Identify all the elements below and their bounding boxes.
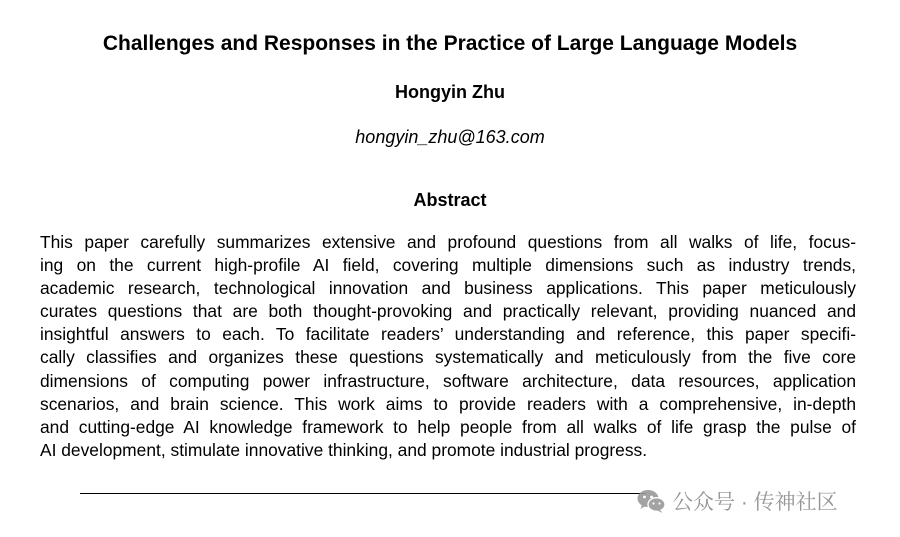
abstract-line: AI development, stimulate innovative thinking, and promote industrial progress. (40, 439, 648, 460)
abstract-line: dimensions of computing power infrastructure, software architecture, data resources, application (40, 370, 856, 391)
abstract-body (40, 231, 856, 462)
wechat-icon (636, 488, 666, 514)
author-email: hongyin_zhu@163.com (355, 127, 545, 147)
footnote-rule (80, 493, 646, 494)
paper-title: Challenges and Responses in the Practice of Large Language Models (102, 32, 798, 55)
abstract-line: academic research, technological innovation and business applications. This paper meticulously (40, 278, 856, 299)
abstract-line: curates questions that are both thought-provoking and practically relevant, providing nuanced and (40, 301, 856, 322)
abstract-line: and cutting-edge AI knowledge framework to help people from all walks of life grasp the pulse of (40, 416, 856, 437)
abstract-line: ing on the current high-profile AI field, covering multiple dimensions such as industry trends, (40, 255, 856, 276)
watermark-text: 公众号 · 传神社区 (672, 491, 838, 514)
abstract-line: insightful answers to each. To facilitate readers’ understanding and reference, this paper specifi- (40, 324, 856, 345)
abstract-line: This paper carefully summarizes extensive and profound questions from all walks of life, focus- (40, 232, 856, 252)
watermark (636, 486, 838, 516)
author-name: Hongyin Zhu (395, 82, 505, 102)
abstract-line: scenarios, and brain science. This work aims to provide readers with a comprehensive, in-depth (40, 393, 856, 414)
abstract-heading: Abstract (413, 190, 487, 210)
abstract-line: cally classifies and organizes these questions systematically and meticulously from the five core (40, 347, 856, 368)
